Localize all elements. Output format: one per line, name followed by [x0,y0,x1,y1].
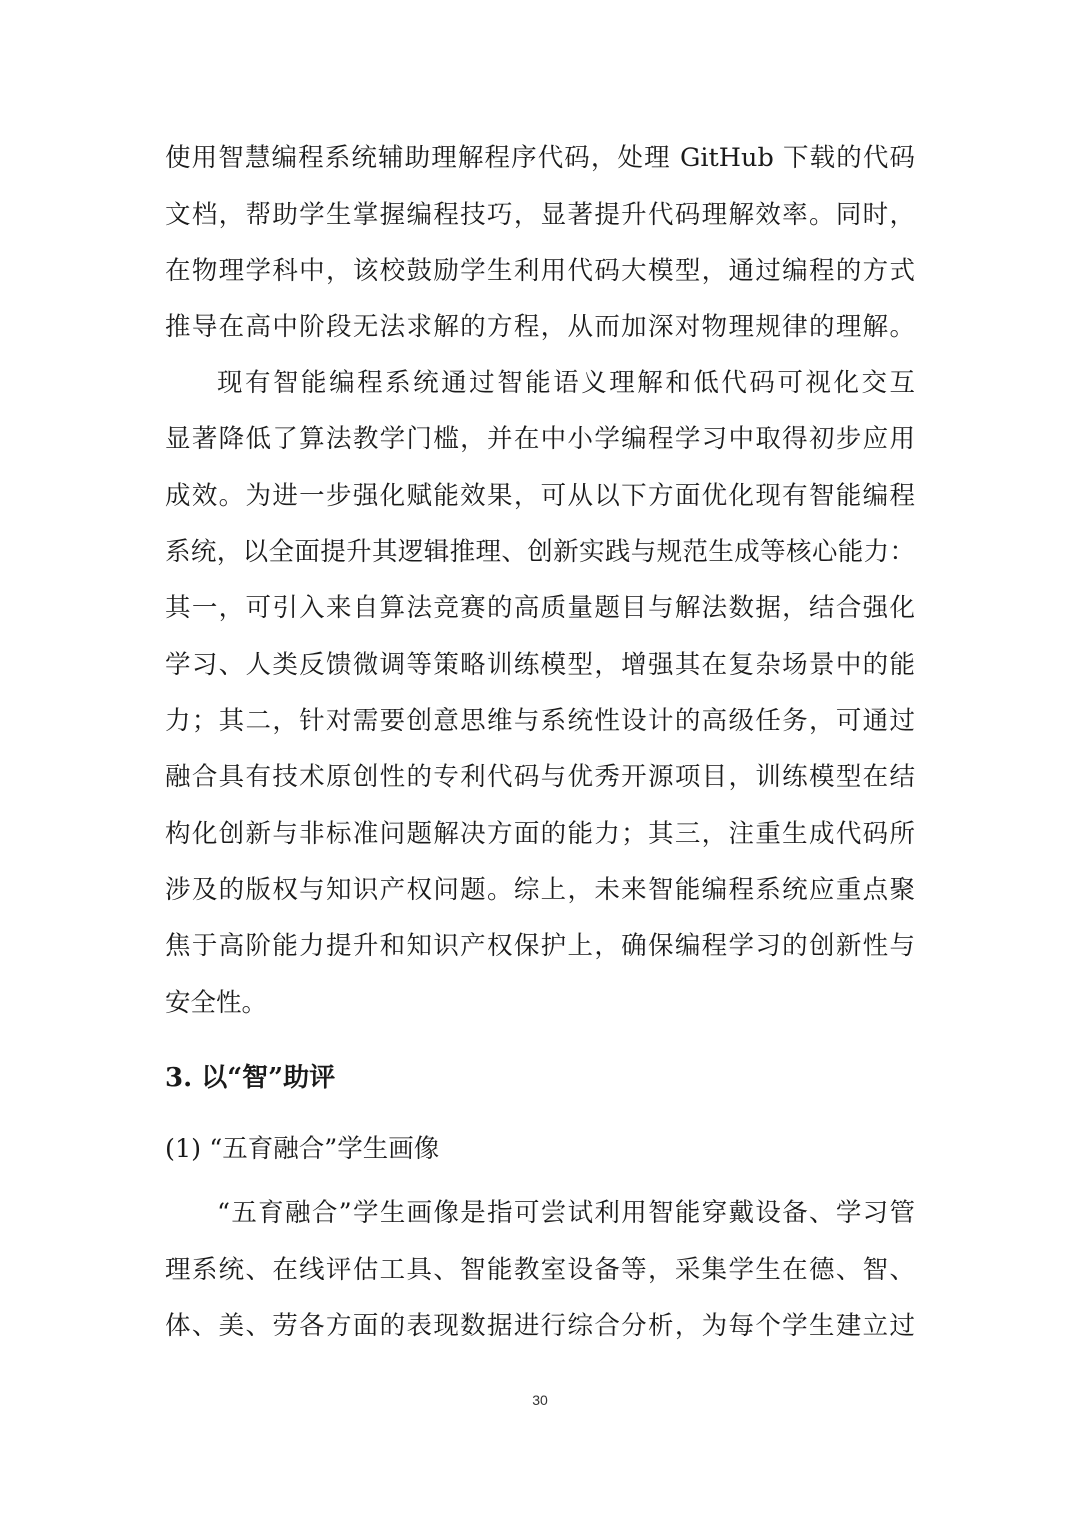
subsection-heading: (1) “五育融合”学生画像 [165,1134,440,1164]
paragraph-line: 在物理学科中，该校鼓励学生利用代码大模型，通过编程的方式 [165,256,915,286]
paragraph-line: 使用智慧编程系统辅助理解程序代码，处理 GitHub 下载的代码 [165,143,915,173]
paragraph-line: 焦于高阶能力提升和知识产权保护上，确保编程学习的创新性与 [165,931,915,961]
paragraph-line: 系统，以全面提升其逻辑推理、创新实践与规范生成等核心能力： [165,537,915,567]
paragraph-line: 安全性。 [165,988,268,1018]
paragraph-line: 推导在高中阶段无法求解的方程，从而加深对物理规律的理解。 [165,312,915,342]
section-heading: 3. 以“智”助评 [165,1063,336,1093]
page-number: 30 [532,1392,548,1408]
paragraph-line: 学习、人类反馈微调等策略训练模型，增强其在复杂场景中的能 [165,650,915,680]
paragraph-line: 文档，帮助学生掌握编程技巧，显著提升代码理解效率。同时， [165,200,915,230]
paragraph-line: 现有智能编程系统通过智能语义理解和低代码可视化交互 [217,368,915,398]
paragraph-line: 其一，可引入来自算法竞赛的高质量题目与解法数据，结合强化 [165,593,915,623]
paragraph-line: 涉及的版权与知识产权问题。综上，未来智能编程系统应重点聚 [165,875,915,905]
paragraph-line: 理系统、在线评估工具、智能教室设备等，采集学生在德、智、 [165,1255,915,1285]
paragraph-line: 力；其二，针对需要创意思维与系统性设计的高级任务，可通过 [165,706,915,736]
paragraph-line: “五育融合”学生画像是指可尝试利用智能穿戴设备、学习管 [217,1198,915,1228]
paragraph-line: 构化创新与非标准问题解决方面的能力；其三，注重生成代码所 [165,819,915,849]
paragraph-line: 融合具有技术原创性的专利代码与优秀开源项目，训练模型在结 [165,762,915,792]
paragraph-line: 显著降低了算法教学门槛，并在中小学编程学习中取得初步应用 [165,424,915,454]
paragraph-line: 成效。为进一步强化赋能效果，可从以下方面优化现有智能编程 [165,481,915,511]
paragraph-line: 体、美、劳各方面的表现数据进行综合分析，为每个学生建立过 [165,1311,915,1341]
